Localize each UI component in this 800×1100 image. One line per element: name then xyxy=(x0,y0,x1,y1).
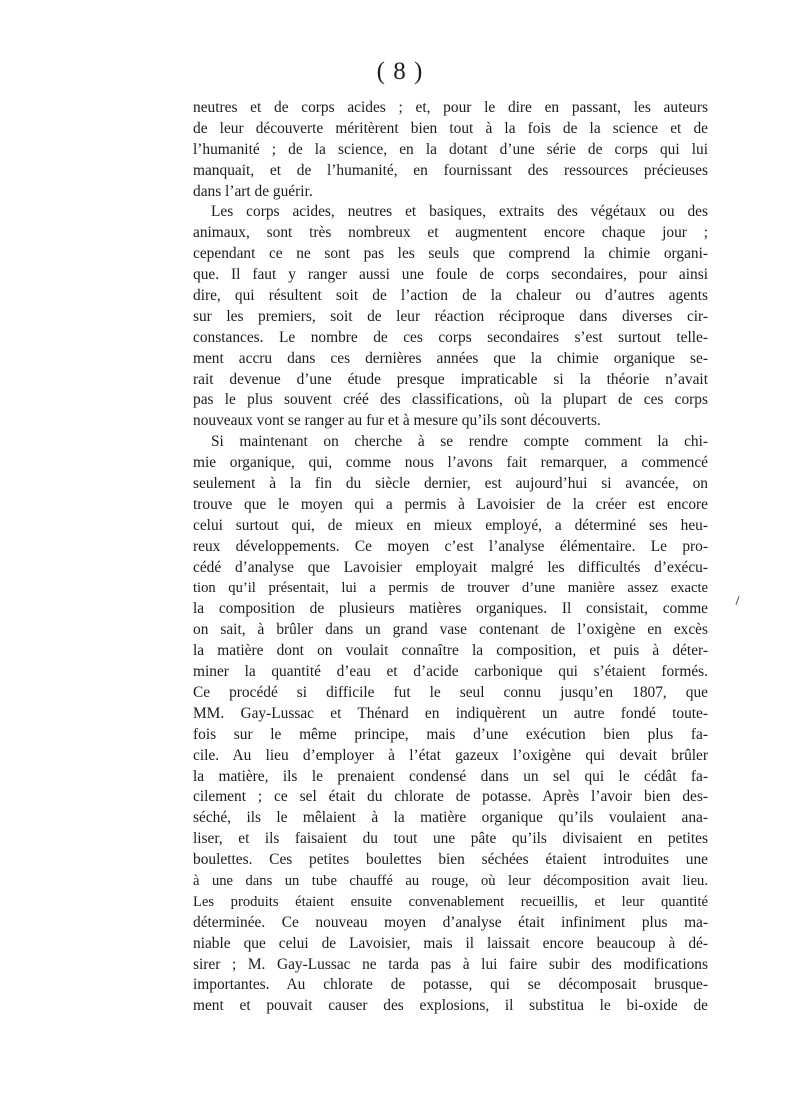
text-line: dans l’art de guérir. xyxy=(193,182,313,200)
text-line: trouve que le moyen qui a permis à Lavoisier de la créer est encore xyxy=(193,495,708,513)
text-line: on sait, à brûler dans un grand vase contenant de l’oxigène en excès xyxy=(193,621,708,639)
text-line: importantes. Au chlorate de potasse, qui se décomposait brusque- xyxy=(193,976,708,994)
body-text xyxy=(193,98,708,1017)
text-line: seulement à la fin du siècle dernier, est aujourd’hui si avancée, on xyxy=(193,475,708,493)
text-line: Ce procédé si difficile fut le seul connu jusqu’en 1807, que xyxy=(193,683,708,701)
text-line: la composition de plusieurs matières organiques. Il consistait, comme xyxy=(193,600,708,618)
text-line: Les corps acides, neutres et basiques, extraits des végétaux ou des xyxy=(211,203,708,221)
text-line: celui surtout qui, de mieux en mieux employé, a déterminé ses heu- xyxy=(193,516,708,534)
text-line: pas le plus souvent créé des classifications, où la plupart de ces corps xyxy=(193,391,708,409)
margin-mark xyxy=(735,596,739,605)
text-line: liser, et ils faisaient du tout une pâte qu’ils divisaient en petites xyxy=(193,830,708,848)
text-line: de leur découverte méritèrent bien tout à la fois de la science et de xyxy=(193,119,708,137)
text-line: nouveaux vont se ranger au fur et à mesure qu’ils sont découverts. xyxy=(193,412,601,430)
text-line: manquait, et de l’humanité, en fournissant des ressources précieuses xyxy=(193,161,708,179)
text-line: boulettes. Ces petites boulettes bien séchées étaient introduites une xyxy=(193,851,708,869)
text-line: MM. Gay-Lussac et Thénard en indiquèrent un autre fondé toute- xyxy=(193,704,708,722)
text-line: cependant ce ne sont pas les seuls que comprend la chimie organi- xyxy=(193,245,708,263)
text-line: séché, ils le mêlaient à la matière organique qu’ils voulaient ana- xyxy=(193,809,708,827)
text-line: que. Il faut y ranger aussi une foule de corps secondaires, pour ainsi xyxy=(193,266,708,284)
text-line: à une dans un tube chauffé au rouge, où leur décomposition avait lieu. xyxy=(193,872,708,889)
text-line: miner la quantité d’eau et d’acide carbonique qui s’étaient formés. xyxy=(193,663,708,681)
text-line: Si maintenant on cherche à se rendre compte comment la chi- xyxy=(211,433,708,451)
text-line: niable que celui de Lavoisier, mais il laissait encore beaucoup à dé- xyxy=(193,934,708,952)
text-line: constances. Le nombre de ces corps secondaires s’est surtout telle- xyxy=(193,328,708,346)
page-number: ( 8 ) xyxy=(376,58,424,85)
text-line: mie organique, qui, comme nous l’avons fait remarquer, a commencé xyxy=(193,454,708,472)
text-line: fois sur le même principe, mais d’une exécution bien plus fa- xyxy=(193,725,708,743)
text-line: Les produits étaient ensuite convenablement recueillis, et leur quantité xyxy=(193,893,708,910)
text-line: cile. Au lieu d’employer à l’état gazeux l’oxigène qui devait brûler xyxy=(193,746,708,764)
text-line: reux développements. Ce moyen c’est l’analyse élémentaire. Le pro- xyxy=(193,537,708,555)
text-line: la matière dont on voulait connaître la composition, et puis à déter- xyxy=(193,642,708,660)
text-line: ment et pouvait causer des explosions, il substitua le bi-oxide de xyxy=(193,997,708,1015)
text-line: cédé d’analyse que Lavoisier employait malgré les difficultés d’exécu- xyxy=(193,558,708,576)
text-line: cilement ; ce sel était du chlorate de potasse. Après l’avoir bien des- xyxy=(193,788,708,806)
text-line: la matière, ils le prenaient condensé dans un sel qui le cédât fa- xyxy=(193,767,708,785)
text-line: sur les premiers, soit de leur réaction réciproque dans diverses cir- xyxy=(193,307,708,325)
text-line: neutres et de corps acides ; et, pour le dire en passant, les auteurs xyxy=(193,99,708,116)
text-line: ment accru dans ces dernières années que la chimie organique se- xyxy=(193,349,708,367)
text-line: animaux, sont très nombreux et augmentent encore chaque jour ; xyxy=(193,224,708,242)
text-line: l’humanité ; de la science, en la dotant d’une série de corps qui lui xyxy=(193,140,708,158)
text-line: rait devenue d’une étude presque impraticable si la théorie n’avait xyxy=(193,370,708,388)
text-line: déterminée. Ce nouveau moyen d’analyse était infiniment plus ma- xyxy=(193,913,708,931)
text-line: tion qu’il présentait, lui a permis de trouver d’une manière assez exacte xyxy=(193,580,708,597)
text-line: sirer ; M. Gay-Lussac ne tarda pas à lui faire subir des modifications xyxy=(193,955,708,973)
text-line: dire, qui résultent soit de l’action de la chaleur ou d’autres agents xyxy=(193,287,708,305)
